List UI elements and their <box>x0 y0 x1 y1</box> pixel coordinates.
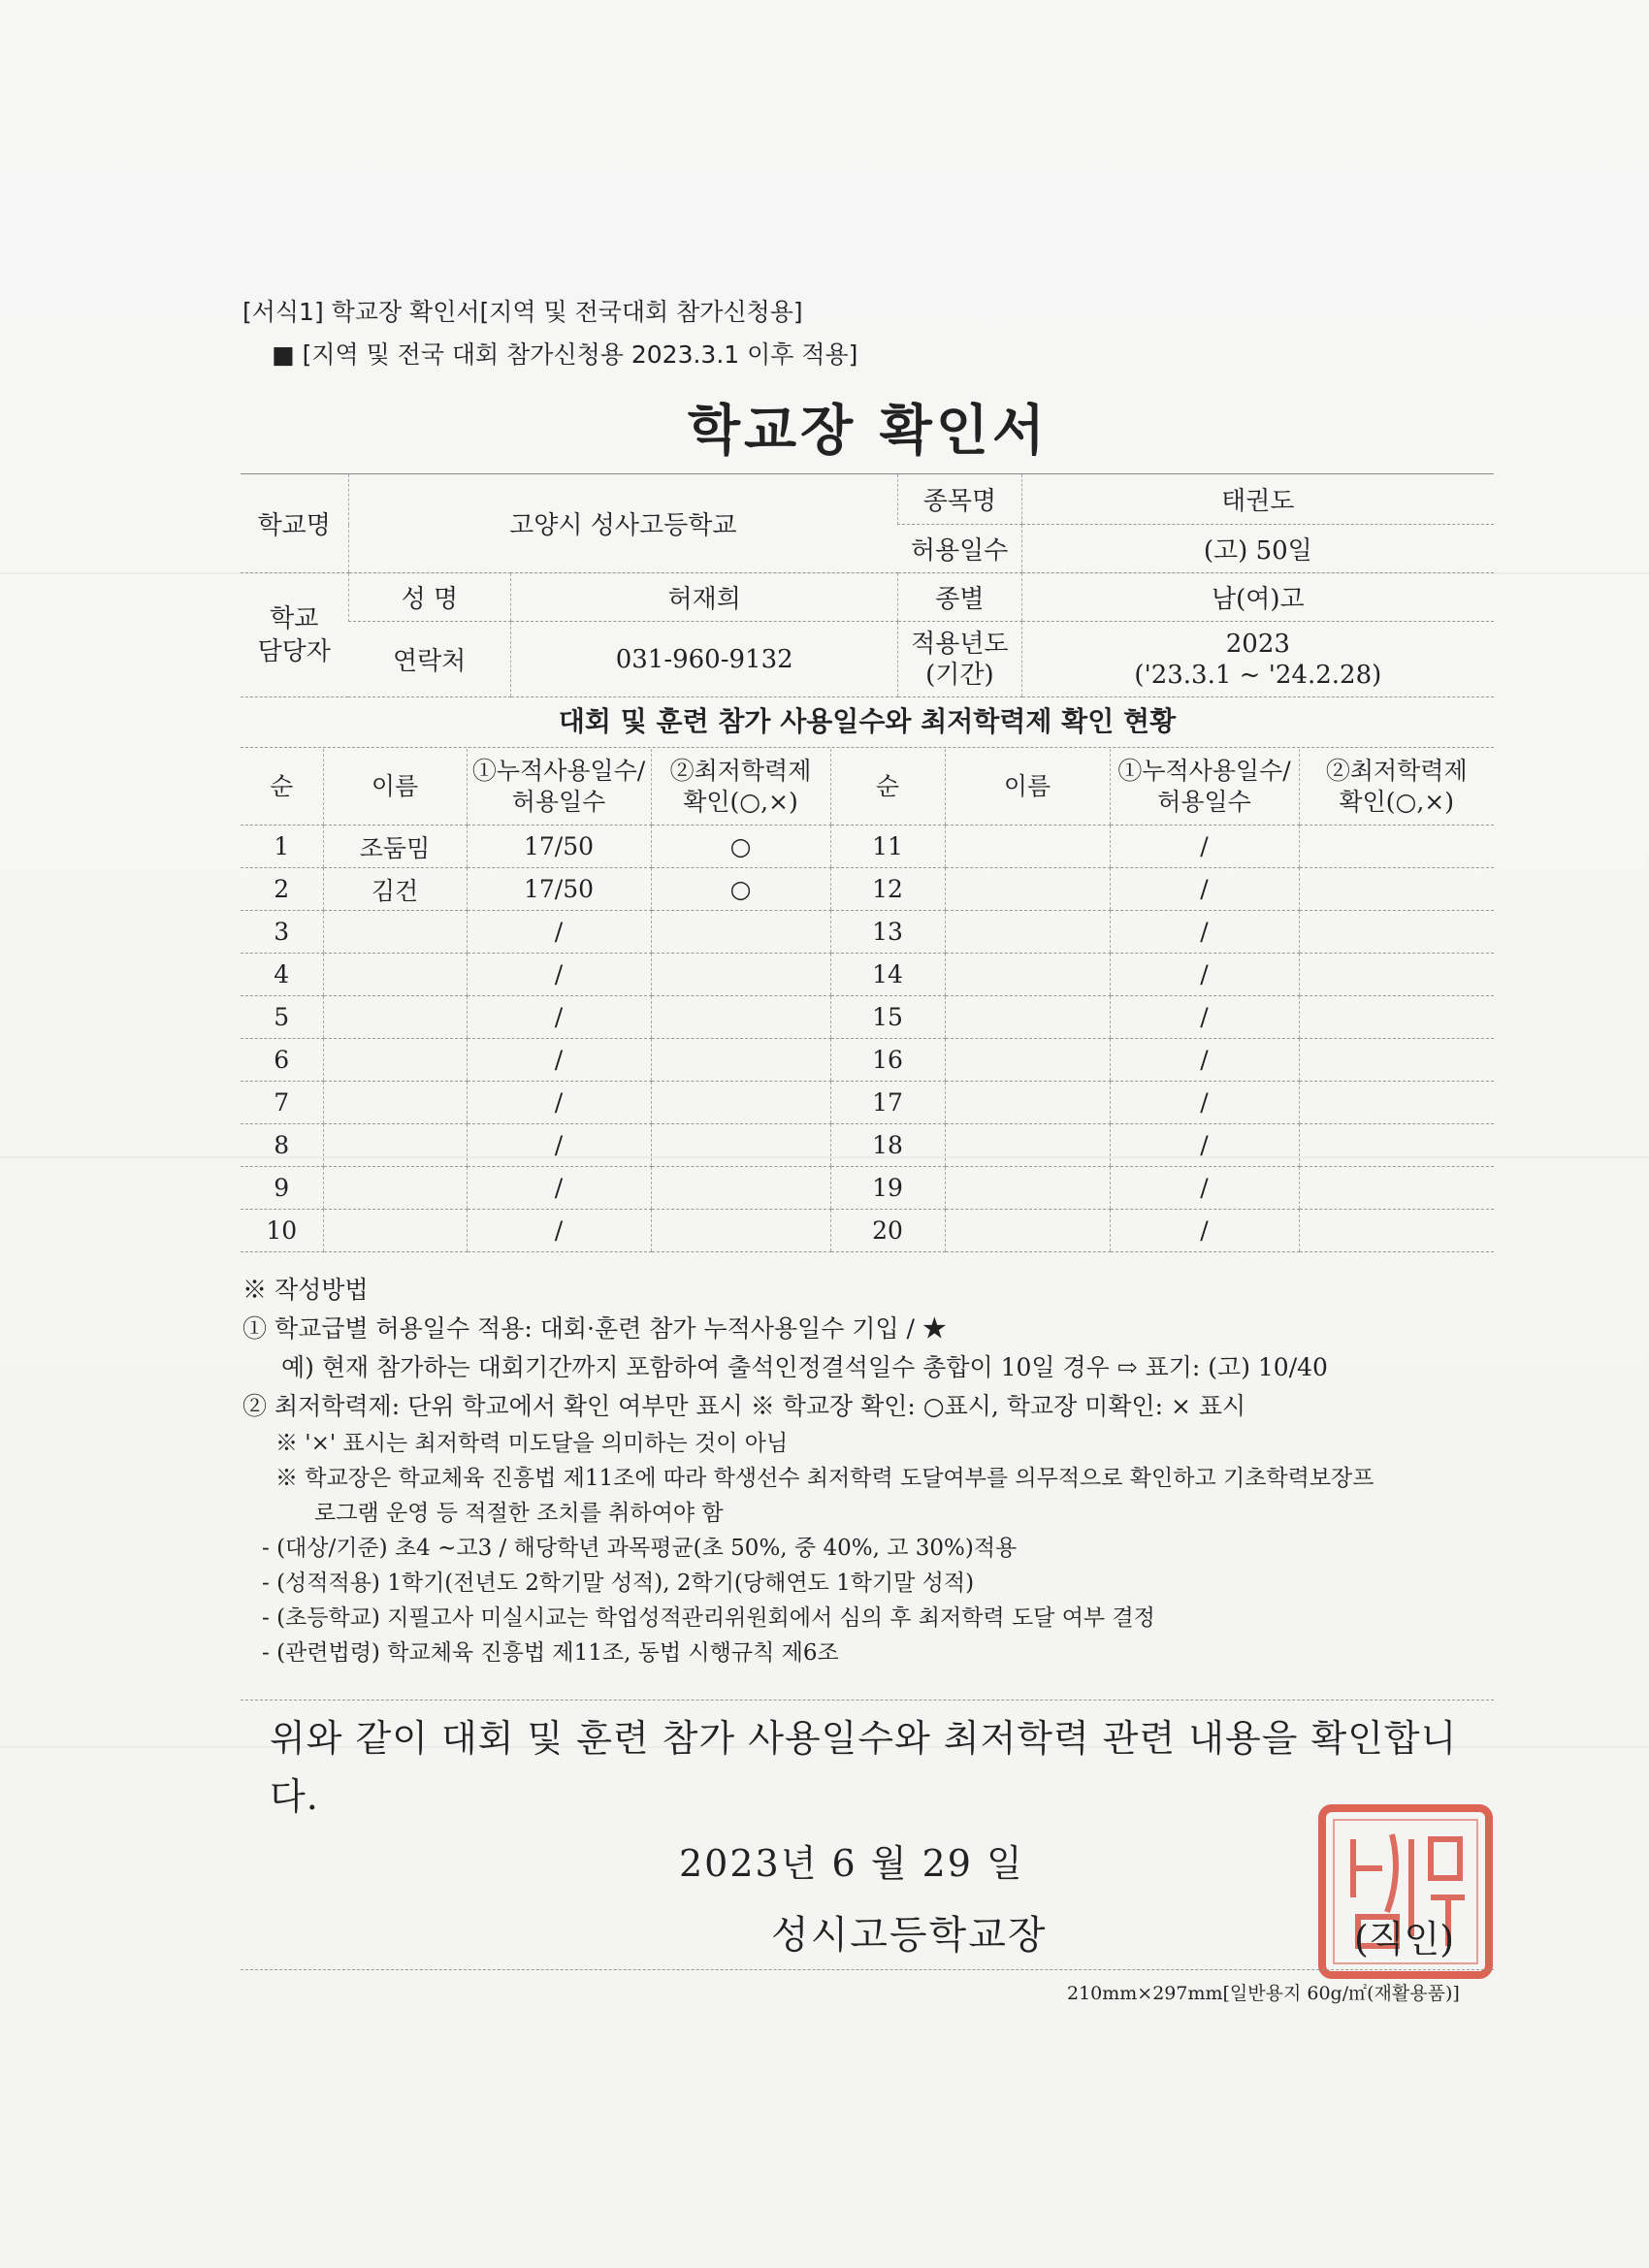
school-label: 학교명 <box>241 474 348 573</box>
header-cell: 이름 <box>323 749 467 826</box>
row-number: 7 <box>241 1082 323 1124</box>
days-used: / <box>467 1082 651 1124</box>
paper-spec: 210mm×297mm[일반용지 60g/㎡(재활용품)] <box>1067 1983 1460 2004</box>
table-row <box>241 1210 1494 1252</box>
row-number: 10 <box>241 1210 323 1252</box>
header-cell: ①누적사용일수/ 허용일수 <box>1110 749 1299 826</box>
row-number: 18 <box>830 1124 945 1167</box>
row-number: 16 <box>830 1039 945 1082</box>
student-name: 조둠밈 <box>323 826 467 868</box>
table-row <box>241 1124 1494 1167</box>
status-title: 대회 및 훈련 참가 사용일수와 최저학력제 확인 현황 <box>241 697 1494 748</box>
note-2: ② 최저학력제: 단위 학교에서 확인 여부만 표시 ※ 학교장 확인: ○표시, 학교장 미확인: × 표시 <box>242 1392 1246 1420</box>
seal-label: (직인) <box>1354 1918 1455 1960</box>
contact-value: 031-960-9132 <box>511 622 898 697</box>
principal-name: 성시고등학교장 <box>771 1913 1048 1958</box>
days-used: / <box>1110 826 1299 868</box>
academic-check <box>1299 1124 1494 1167</box>
row-number: 9 <box>241 1167 323 1210</box>
academic-check <box>651 1210 830 1252</box>
row-number: 19 <box>830 1167 945 1210</box>
row-number: 12 <box>830 868 945 911</box>
name-label: 성 명 <box>348 573 511 622</box>
days-used: / <box>1110 868 1299 911</box>
days-used: / <box>467 954 651 996</box>
days-used: / <box>467 996 651 1039</box>
student-name <box>323 1124 467 1167</box>
detail-1: - (대상/기준) 초4 ~고3 / 해당학년 과목평균(초 50%, 중 40%, 고 30%)적용 <box>262 1536 1018 1561</box>
student-name <box>945 1082 1110 1124</box>
header-cell: ①누적사용일수/ 허용일수 <box>467 749 651 826</box>
row-number: 8 <box>241 1124 323 1167</box>
table-row <box>241 826 1494 868</box>
header-cell: 순 <box>241 749 323 826</box>
student-name <box>945 1124 1110 1167</box>
student-name <box>945 868 1110 911</box>
header-cell: 순 <box>830 749 945 826</box>
info-table <box>241 473 1494 697</box>
table-row <box>241 954 1494 996</box>
detail-4: - (관련법령) 학교체육 진흥법 제11조, 동법 시행규칙 제6조 <box>262 1640 839 1666</box>
days-used: / <box>1110 1167 1299 1210</box>
academic-check <box>651 1039 830 1082</box>
academic-check <box>651 1082 830 1124</box>
document-title: 학교장 확인서 <box>687 400 1050 463</box>
student-name <box>945 826 1110 868</box>
row-number: 15 <box>830 996 945 1039</box>
academic-check <box>1299 1167 1494 1210</box>
days-used: / <box>467 1039 651 1082</box>
days-used: / <box>467 911 651 954</box>
days-used: 17/50 <box>467 868 651 911</box>
name-value: 허재희 <box>511 573 898 622</box>
table-row <box>241 1039 1494 1082</box>
student-name <box>945 1210 1110 1252</box>
student-name <box>945 911 1110 954</box>
header-cell: ②최저학력제 확인(○,×) <box>1299 749 1494 826</box>
header-cell: ②최저학력제 확인(○,×) <box>651 749 830 826</box>
student-name <box>323 1210 467 1252</box>
table-header-row <box>241 749 1494 826</box>
form-label: [서식1] 학교장 확인서[지역 및 전국대회 참가신청용] <box>242 298 803 326</box>
student-name <box>945 996 1110 1039</box>
apply-note: ■ [지역 및 전국 대회 참가신청용 2023.3.1 이후 적용] <box>272 340 858 369</box>
row-number: 17 <box>830 1082 945 1124</box>
row-number: 14 <box>830 954 945 996</box>
student-name <box>945 1167 1110 1210</box>
row-number: 5 <box>241 996 323 1039</box>
days-used: / <box>1110 1124 1299 1167</box>
academic-check <box>1299 868 1494 911</box>
header-cell: 이름 <box>945 749 1110 826</box>
academic-check <box>1299 911 1494 954</box>
days-used: / <box>1110 996 1299 1039</box>
year-label: 적용년도 (기간) <box>898 622 1022 697</box>
academic-check: ○ <box>651 826 830 868</box>
note-2b: ※ 학교장은 학교체육 진흥법 제11조에 따라 학생선수 최저학력 도달여부를 의무적으로 확인하고 기초학력보장프 <box>275 1466 1374 1491</box>
sport-label: 종목명 <box>898 474 1022 525</box>
days-used: / <box>1110 911 1299 954</box>
row-number: 1 <box>241 826 323 868</box>
issue-date: 2023년 6 월 29 일 <box>679 1842 1024 1885</box>
student-name: 김건 <box>323 868 467 911</box>
row-number: 6 <box>241 1039 323 1082</box>
days-used: / <box>467 1124 651 1167</box>
student-name <box>323 911 467 954</box>
table-row <box>241 996 1494 1039</box>
row-number: 2 <box>241 868 323 911</box>
row-number: 13 <box>830 911 945 954</box>
gender-value: 남(여)고 <box>1021 573 1494 622</box>
detail-3: - (초등학교) 지필고사 미실시교는 학업성적관리위원회에서 심의 후 최저학력 도달 여부 결정 <box>262 1605 1155 1631</box>
allow-label: 허용일수 <box>898 525 1022 573</box>
row-number: 4 <box>241 954 323 996</box>
notes-heading: ※ 작성방법 <box>242 1276 369 1304</box>
student-name <box>323 996 467 1039</box>
row-number: 20 <box>830 1210 945 1252</box>
days-used: / <box>1110 1082 1299 1124</box>
note-2a: ※ '×' 표시는 최저학력 미도달을 의미하는 것이 아님 <box>275 1431 789 1456</box>
academic-check <box>1299 826 1494 868</box>
academic-check <box>651 954 830 996</box>
divider <box>241 1700 1494 1701</box>
academic-check <box>1299 954 1494 996</box>
academic-check <box>1299 1082 1494 1124</box>
academic-check <box>1299 996 1494 1039</box>
student-name <box>945 954 1110 996</box>
table-row <box>241 1167 1494 1210</box>
student-name <box>323 1039 467 1082</box>
school-value: 고양시 성사고등학교 <box>348 474 898 573</box>
manager-label: 학교 담당자 <box>241 573 348 697</box>
table-row <box>241 1082 1494 1124</box>
student-name <box>323 1167 467 1210</box>
academic-check <box>1299 1210 1494 1252</box>
allow-value: (고) 50일 <box>1021 525 1494 573</box>
days-used: 17/50 <box>467 826 651 868</box>
contact-label: 연락처 <box>348 622 511 697</box>
year-value: 2023 <box>1225 629 1290 659</box>
gender-label: 종별 <box>898 573 1022 622</box>
period-value: ('23.3.1 ~ '24.2.28) <box>1134 660 1382 690</box>
academic-check <box>651 911 830 954</box>
note-1-example: 예) 현재 참가하는 대회기간까지 포함하여 출석인정결석일수 총합이 10일 경우 ⇨ 표기: (고) 10/40 <box>281 1353 1328 1381</box>
student-name <box>323 954 467 996</box>
student-name <box>323 1082 467 1124</box>
participant-table <box>241 749 1494 1252</box>
detail-2: - (성적적용) 1학기(전년도 2학기말 성적), 2학기(당해연도 1학기말 성적) <box>262 1571 975 1596</box>
confirm-text: 위와 같이 대회 및 훈련 참가 사용일수와 최저학력 관련 내용을 확인합니다. <box>270 1717 1458 1818</box>
divider <box>241 1969 1494 1971</box>
note-2b-cont: 로그램 운영 등 적절한 조치를 취하여야 함 <box>314 1501 724 1526</box>
table-row <box>241 911 1494 954</box>
student-name <box>945 1039 1110 1082</box>
academic-check: ○ <box>651 868 830 911</box>
days-used: / <box>467 1167 651 1210</box>
row-number: 3 <box>241 911 323 954</box>
academic-check <box>651 1167 830 1210</box>
notes-section <box>242 1271 1504 1670</box>
year-cell <box>1021 622 1494 697</box>
days-used: / <box>1110 954 1299 996</box>
row-number: 11 <box>830 826 945 868</box>
academic-check <box>651 1124 830 1167</box>
table-row <box>241 868 1494 911</box>
academic-check <box>651 996 830 1039</box>
note-1: ① 학교급별 허용일수 적용: 대회·훈련 참가 누적사용일수 기입 / ★ <box>242 1314 947 1343</box>
days-used: / <box>467 1210 651 1252</box>
sport-value: 태권도 <box>1021 474 1494 525</box>
days-used: / <box>1110 1210 1299 1252</box>
days-used: / <box>1110 1039 1299 1082</box>
academic-check <box>1299 1039 1494 1082</box>
